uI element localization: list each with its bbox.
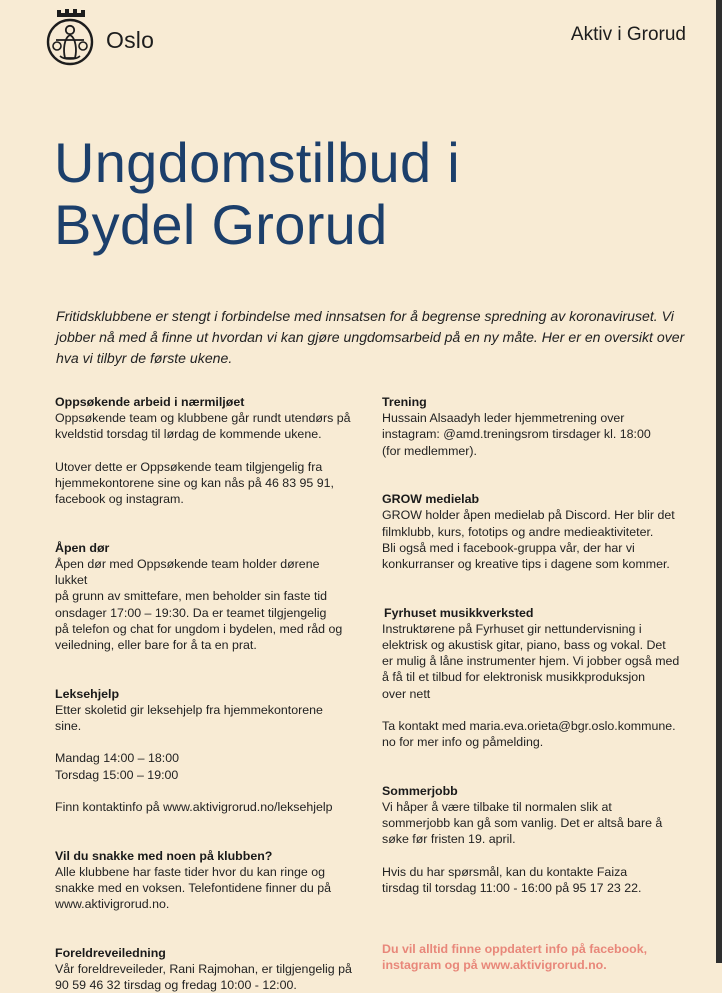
section-snakke-klubben	[55, 848, 355, 913]
header-tagline: Aktiv i Grorud	[570, 24, 686, 45]
section-text: GROW holder åpen medielab på Discord. Her blir det filmklubb, kurs, fototips og andre medieaktiviteter. Bli også med i facebook-gruppa vår, der har vi konkurranser og kreative tips i dagene som kommer.	[382, 508, 675, 571]
oslo-city-seal-icon	[44, 6, 96, 66]
section-sommerjobb	[382, 783, 682, 896]
section-text: Vi håper å være tilbake til normalen slik at sommerjobb kan gå som vanlig. Det er altså bare å søke før fristen 19. april.	[382, 799, 663, 847]
section-text: Vår foreldreveileder, Rani Rajmohan, er tilgjengelig på 90 59 46 32 tirsdag og fredag 10:00 - 12:00.	[55, 961, 352, 993]
section-grow-medielab	[382, 491, 682, 572]
section-text: Instruktørene på Fyrhuset gir nettundervisning i elektrisk og akustisk gitar, piano, bass og vokal. Det er mulig å låne instrumenter hjem. Vi jobber også med å få til et tilbud for elektronisk musikkproduksjon over nett	[382, 621, 680, 701]
section-heading: GROW medielab	[382, 492, 480, 507]
section-heading: Åpen dør	[55, 540, 110, 555]
section-text: Mandag 14:00 – 18:00 Torsdag 15:00 – 19:00	[55, 751, 180, 782]
section-heading: Vil du snakke med noen på klubben?	[55, 848, 273, 863]
left-column	[55, 394, 355, 993]
section-text: Etter skoletid gir leksehjelp fra hjemmekontorene sine.	[55, 702, 323, 733]
section-text: Alle klubbene har faste tider hvor du kan ringe og snakke med en voksen. Telefontidene finner du på www.aktivigrorud.no.	[55, 864, 331, 912]
section-leksehjelp	[55, 686, 355, 816]
section-apen-dor	[55, 540, 355, 653]
page-header	[44, 6, 154, 66]
section-heading: Foreldreveiledning	[55, 945, 166, 960]
page-title	[54, 132, 460, 256]
section-text: Hvis du har spørsmål, kan du kontakte Faiza tirsdag til torsdag 11:00 - 16:00 på 95 17 23 22.	[382, 864, 642, 895]
org-name: Oslo	[106, 26, 155, 53]
section-heading: Sommerjobb	[382, 783, 458, 798]
section-trening	[382, 394, 682, 459]
title-line-2: Bydel Grorud	[54, 193, 388, 256]
section-text: Oppsøkende team og klubbene går rundt utendørs på kveldstid torsdag til lørdag de kommende ukene.	[55, 411, 351, 442]
section-text: Hussain Alsaadyh leder hjemmetrening over instagram: @amd.treningsrom tirsdager kl. 18:00 (for medlemmer).	[382, 411, 651, 458]
section-oppsokende	[55, 394, 355, 507]
section-text: Ta kontakt med maria.eva.orieta@bgr.oslo.kommune. no for mer info og påmelding.	[382, 718, 676, 750]
section-fyrhuset	[382, 605, 682, 751]
section-text: Åpen dør med Oppsøkende team holder dørene lukket på grunn av smittefare, men beholder sin faste tid onsdager 17:00 – 19:30. Da er teamet tilgjengelig på telefon og chat for ungdom i bydelen, med råd og veiledning, eller bare for å ta en prat.	[55, 556, 343, 652]
section-heading: Fyrhuset musikkverksted	[384, 605, 534, 620]
right-column	[382, 394, 682, 986]
section-heading: Trening	[382, 395, 427, 409]
section-text: Utover dette er Oppsøkende team tilgjengelig fra hjemmekontorene sine og kan nås på 46 83 95 91, facebook og instagram.	[55, 459, 334, 507]
section-heading: Oppsøkende arbeid i nærmiljøet	[55, 395, 245, 409]
section-text: Finn kontaktinfo på www.aktivigrorud.no/leksehjelp	[55, 799, 333, 814]
window-frame-edge	[716, 0, 722, 963]
update-notice: Du vil alltid finne oppdatert info på facebook, instagram og på www.aktivigrorud.no.	[382, 941, 648, 973]
section-foreldreveiledning	[55, 945, 355, 993]
section-heading: Leksehjelp	[55, 686, 120, 701]
intro-paragraph: Fritidsklubbene er stengt i forbindelse med innsatsen for å begrense spredning av koronaviruset. Vi jobber nå med å finne ut hvordan vi kan gjøre ungdomsarbeid på en ny måte. Her er en oversikt over hva vi tilbyr de første ukene.	[56, 308, 685, 366]
title-line-1: Ungdomstilbud i	[54, 131, 461, 194]
